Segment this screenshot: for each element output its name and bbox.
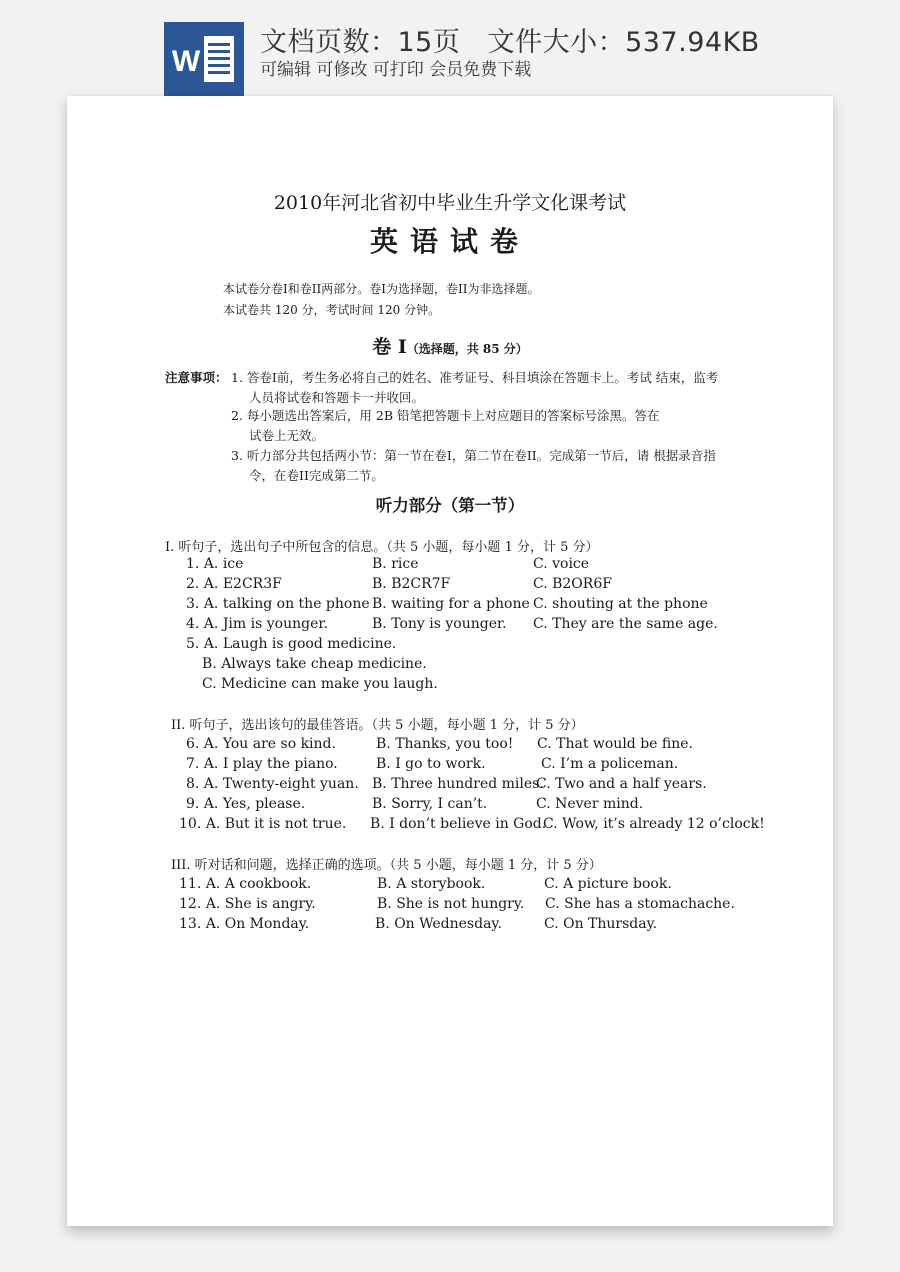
document-features: 可编辑 可修改 可打印 会员免费下载 [260, 60, 532, 80]
option-c: C. I’m a policeman. [541, 756, 679, 772]
option-c: C. B2OR6F [533, 576, 612, 592]
option-a: 13. A. On Monday. [179, 916, 310, 932]
option-a: 6. A. You are so kind. [186, 736, 336, 752]
option-b: B. I go to work. [376, 756, 486, 772]
option-b: B. Always take cheap medicine. [202, 656, 427, 672]
option-c: C. Never mind. [536, 796, 644, 812]
option-a: 11. A. A cookbook. [179, 876, 312, 892]
volume-sub: （选择题，共 85 分） [406, 342, 528, 356]
word-document-icon [164, 22, 244, 96]
option-a: 3. A. talking on the phone [186, 596, 370, 612]
note-line: 人员将试卷和答题卡一并收回。 [249, 390, 425, 405]
part-title: I. 听句子，选出句子中所包含的信息。（共 5 小题，每小题 1 分，计 5 分） [165, 540, 599, 555]
option-c: C. Medicine can make you laugh. [202, 676, 438, 692]
part-title: II. 听句子，选出该句的最佳答语。（共 5 小题，每小题 1 分，计 5 分） [171, 718, 584, 733]
option-c: C. They are the same age. [533, 616, 718, 632]
option-a: 7. A. I play the piano. [186, 756, 338, 772]
document-stats: 文档页数：15页 文件大小：537.94KB [260, 27, 760, 58]
option-b: B. Three hundred miles. [372, 776, 544, 792]
volume-main: 卷 I [372, 336, 407, 358]
subject-title: 英语试卷 [369, 225, 530, 258]
option-b: B. On Wednesday. [375, 916, 502, 932]
option-a: 9. A. Yes, please. [186, 796, 306, 812]
option-a: 5. A. Laugh is good medicine. [186, 636, 397, 652]
option-c: C. A picture book. [544, 876, 672, 892]
download-banner [0, 0, 900, 96]
option-c: C. Wow, it’s already 12 o’clock! [543, 816, 765, 832]
option-a: 12. A. She is angry. [179, 896, 316, 912]
note-line: 2. 每小题选出答案后，用 2B 铅笔把答题卡上对应题目的答案标号涂黑。答在 [231, 408, 660, 423]
option-b: B. waiting for a phone [372, 596, 530, 612]
option-c: C. Two and a half years. [536, 776, 707, 792]
exam-title: 2010年河北省初中毕业生升学文化课考试 [273, 192, 627, 214]
part-title: III. 听对话和问题，选择正确的选项。（共 5 小题，每小题 1 分，计 5 分） [171, 858, 602, 873]
exam-page [67, 96, 833, 1226]
option-a: 10. A. But it is not true. [179, 816, 347, 832]
intro-line: 本试卷共 120 分，考试时间 120 分钟。 [223, 303, 441, 317]
note-line: 3. 听力部分共包括两小节：第一节在卷I，第二节在卷II。完成第一节后，请 根据录音指 [231, 448, 716, 463]
option-b: B. B2CR7F [372, 576, 451, 592]
option-b: B. She is not hungry. [377, 896, 525, 912]
section-heading: 听力部分（第一节） [375, 496, 525, 515]
intro-line: 本试卷分卷I和卷II两部分。卷I为选择题，卷II为非选择题。 [223, 282, 540, 296]
option-b: B. I don’t believe in God. [370, 816, 547, 832]
option-b: B. rice [372, 556, 419, 572]
option-c: C. voice [533, 556, 590, 572]
note-line: 试卷上无效。 [249, 428, 325, 443]
option-a: 8. A. Twenty-eight yuan. [186, 776, 359, 792]
option-b: B. Thanks, you too! [376, 736, 514, 752]
note-line: 令，在卷II完成第二节。 [249, 468, 384, 483]
volume-heading [67, 332, 833, 359]
option-b: B. Sorry, I can’t. [372, 796, 488, 812]
option-c: C. That would be fine. [537, 736, 693, 752]
option-c: C. She has a stomachache. [545, 896, 735, 912]
option-a: 2. A. E2CR3F [186, 576, 282, 592]
note-line: 1. 答卷I前，考生务必将自己的姓名、准考证号、科目填涂在答题卡上。考试 结束，监考 [231, 370, 719, 385]
option-c: C. On Thursday. [544, 916, 658, 932]
word-icon-letter: W [171, 45, 201, 78]
option-a: 1. A. ice [186, 556, 244, 572]
option-b: B. A storybook. [377, 876, 486, 892]
option-b: B. Tony is younger. [372, 616, 507, 632]
option-a: 4. A. Jim is younger. [186, 616, 328, 632]
option-c: C. shouting at the phone [533, 596, 708, 612]
notes-label: 注意事项： [165, 370, 228, 385]
